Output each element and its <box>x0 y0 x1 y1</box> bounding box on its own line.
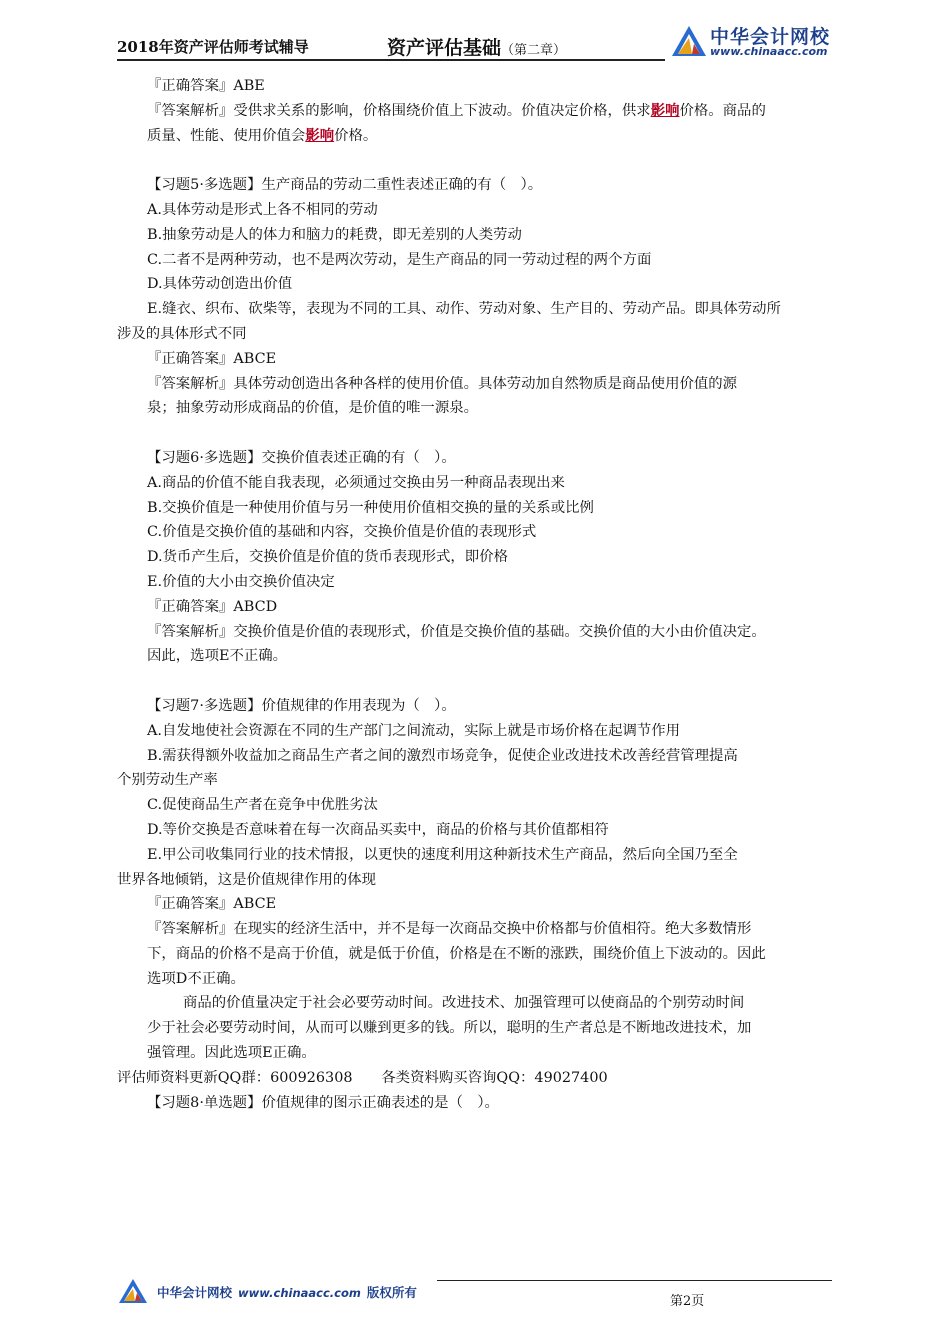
q6-analysis: 『答案解析』交换价值是价值的表现形式，价值是交换价值的基础。交换价值的大小由价值决定。 <box>147 623 766 640</box>
q7-analysis-para2: 商品的价值量决定于社会必要劳动时间。改进技术、加强管理可以使商品的个别劳动时间 <box>183 995 745 1012</box>
logo-brand-text: 中华会计网校 <box>710 26 831 48</box>
keyword-highlight: 影响 <box>305 126 335 144</box>
q7-analysis-para2-cont: 少于社会必要劳动时间，从而可以赚到更多的钱。所以，聪明的生产者总是不断地改进技术，加 <box>147 1020 752 1037</box>
page-number: 第2页 <box>670 1294 705 1309</box>
q6-option-e: E.价值的大小由交换价值决定 <box>147 573 335 590</box>
q7-title: 【习题7·多选题】价值规律的作用表现为（ ）。 <box>147 697 456 714</box>
q7-answer: 『正确答案』ABCE <box>147 896 277 913</box>
q7-option-e-cont: 世界各地倾销，这是价值规律作用的体现 <box>117 871 377 888</box>
chapter-label: （第二章） <box>501 43 567 58</box>
q7-option-e: E.甲公司收集同行业的技术情报，以更快的速度利用这种新技术生产商品，然后向全国乃至全 <box>147 846 738 863</box>
footer-rule <box>437 1280 832 1281</box>
q4-analysis: 『答案解析』受供求关系的影响，价格围绕价值上下波动。价值决定价格，供求影响价格。商品的 <box>147 101 766 119</box>
q7-option-b-cont: 个别劳动生产率 <box>117 772 218 789</box>
q7-analysis: 『答案解析』在现实的经济生活中，并不是每一次商品交换中价格都与价值相符。绝大多数情形 <box>147 921 752 938</box>
footer-logo-icon <box>117 1277 157 1307</box>
q6-answer: 『正确答案』ABCD <box>147 598 278 615</box>
q5-option-c: C.二者不是两种劳动，也不是两次劳动，是生产商品的同一劳动过程的两个方面 <box>147 251 652 268</box>
page-header <box>117 28 839 62</box>
q5-option-b: B.抽象劳动是人的体力和脑力的耗费，即无差别的人类劳动 <box>147 226 522 243</box>
q7-option-d: D.等价交换是否意味着在每一次商品买卖中，商品的价格与其价值都相符 <box>147 821 609 838</box>
q7-analysis-cont: 下，商品的价格不是高于价值，就是低于价值，价格是在不断的涨跌，围绕价值上下波动的。因此 <box>147 945 766 962</box>
q4-answer: 『正确答案』ABE <box>147 78 265 94</box>
q6-analysis-cont: 因此，选项E不正确。 <box>147 648 288 665</box>
page-footer <box>117 1270 839 1310</box>
footer-brand-name: 中华会计网校 <box>157 1285 233 1300</box>
q5-answer: 『正确答案』ABCE <box>147 350 277 367</box>
chinaacc-logo[interactable] <box>670 22 845 62</box>
qq-group-line: 评估师资料更新QQ群：600926308 各类资料购买咨询QQ：49027400 <box>117 1069 608 1086</box>
logo-triangle-icon <box>670 24 708 60</box>
header-subject-title <box>387 33 566 60</box>
main-content <box>117 74 839 1115</box>
q6-option-a: A.商品的价值不能自我表现，必须通过交换由另一种商品表现出来 <box>147 474 565 491</box>
q4-analysis-cont: 质量、性能、使用价值会影响价格。 <box>147 126 378 144</box>
q5-analysis: 『答案解析』具体劳动创造出各种各样的使用价值。具体劳动加自然物质是商品使用价值的源 <box>147 375 738 392</box>
q7-option-b: B.需获得额外收益加之商品生产者之间的激烈市场竞争，促使企业改进技术改善经营管理提高 <box>147 747 738 764</box>
q5-analysis-cont: 泉；抽象劳动形成商品的价值，是价值的唯一源泉。 <box>147 400 478 417</box>
footer-url[interactable]: www.chinaacc.com <box>238 1286 361 1300</box>
q7-analysis-cont: 选项D不正确。 <box>147 970 245 987</box>
q5-option-e-cont: 涉及的具体形式不同 <box>117 325 247 342</box>
q5-option-e: E.缝衣、织布、砍柴等，表现为不同的工具、动作、劳动对象、生产目的、劳动产品。即具体劳动所 <box>147 301 781 318</box>
subject-name: 资产评估基础 <box>387 37 502 59</box>
q5-option-d: D.具体劳动创造出价值 <box>147 276 293 293</box>
logo-url-text: www.chinaacc.com <box>710 45 828 58</box>
q7-analysis-para2-cont: 强管理。因此选项E正确。 <box>147 1045 316 1062</box>
q8-title: 【习题8·单选题】价值规律的图示正确表述的是（ ）。 <box>147 1094 499 1111</box>
q5-title: 【习题5·多选题】生产商品的劳动二重性表述正确的有（ ）。 <box>147 177 543 194</box>
q6-option-b: B.交换价值是一种使用价值与另一种使用价值相交换的量的关系或比例 <box>147 499 594 516</box>
keyword-highlight: 影响 <box>650 101 680 119</box>
q7-option-a: A.自发地使社会资源在不同的生产部门之间流动，实际上就是市场价格在起调节作用 <box>147 722 681 739</box>
q6-title: 【习题6·多选题】交换价值表述正确的有（ ）。 <box>147 449 456 466</box>
q5-option-a: A.具体劳动是形式上各不相同的劳动 <box>147 201 378 218</box>
q6-option-d: D.货币产生后，交换价值是价值的货币表现形式，即价格 <box>147 549 508 566</box>
header-exam-title: 2018年资产评估师考试辅导 <box>117 38 309 56</box>
q7-option-c: C.促使商品生产者在竞争中优胜劣汰 <box>147 797 378 814</box>
footer-brand[interactable] <box>157 1283 417 1301</box>
header-rule <box>117 59 665 61</box>
q6-option-c: C.价值是交换价值的基础和内容，交换价值是价值的表现形式 <box>147 524 537 541</box>
footer-rights: 版权所有 <box>366 1285 417 1300</box>
